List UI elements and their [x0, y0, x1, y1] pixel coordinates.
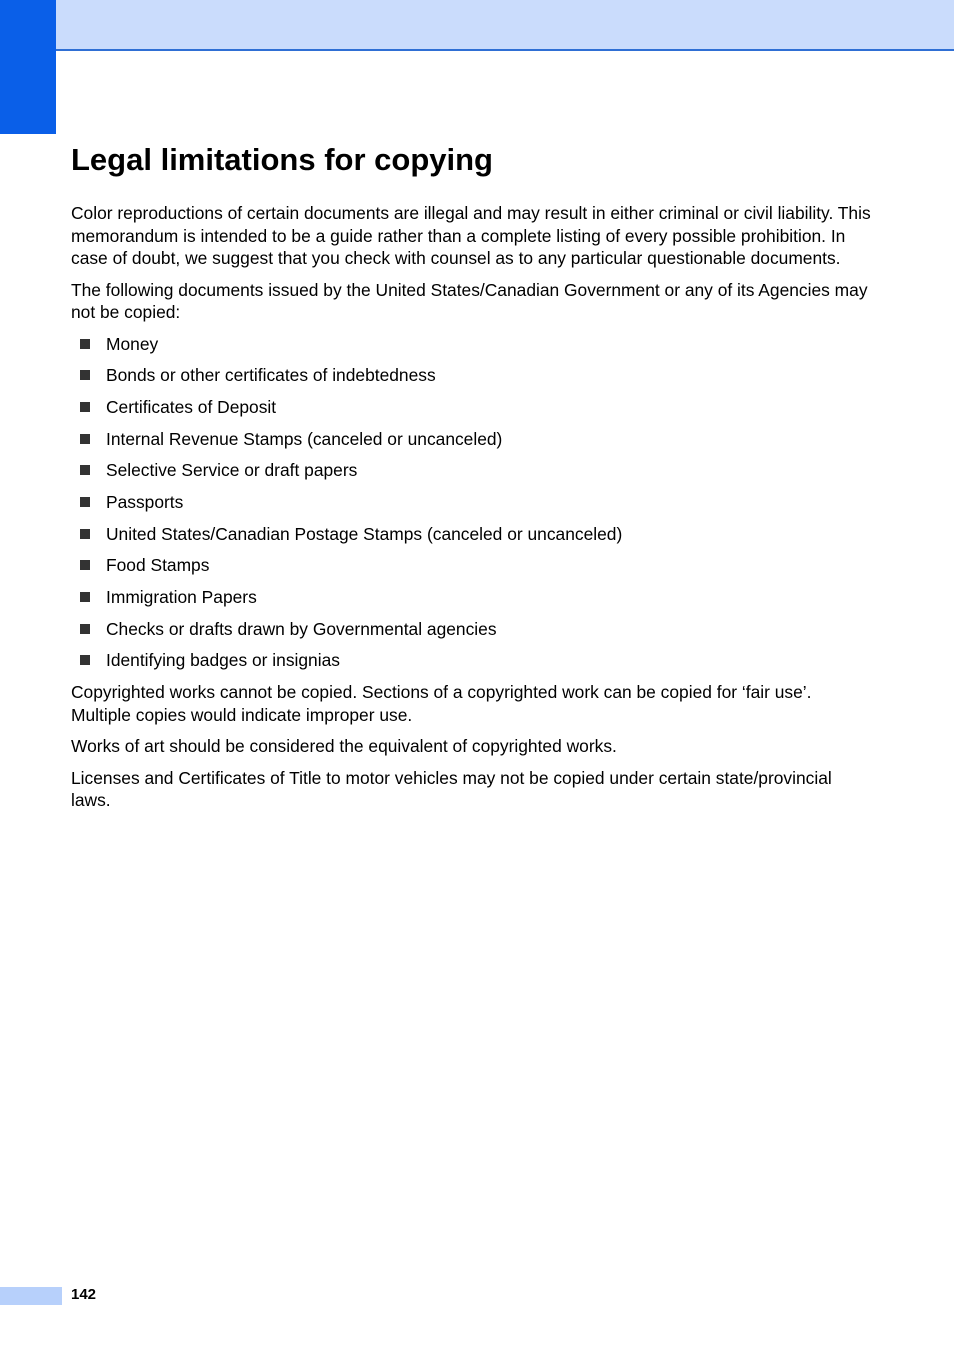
list-item — [80, 554, 871, 577]
list-item — [80, 649, 871, 672]
square-bullet-icon — [80, 339, 90, 349]
list-item-text: Certificates of Deposit — [106, 396, 277, 417]
square-bullet-icon — [80, 529, 90, 539]
list-item-text: United States/Canadian Postage Stamps (canceled or uncanceled) — [106, 523, 623, 544]
square-bullet-icon — [80, 560, 90, 570]
list-item — [80, 396, 871, 419]
body-paragraph: Licenses and Certificates of Title to motor vehicles may not be copied under certain state/provincial laws. — [71, 767, 832, 811]
square-bullet-icon — [80, 402, 90, 412]
square-bullet-icon — [80, 655, 90, 665]
square-bullet-icon — [80, 465, 90, 475]
list-item-text: Selective Service or draft papers — [106, 460, 358, 481]
prohibited-documents-list — [71, 333, 871, 672]
list-item — [80, 428, 871, 451]
body-paragraph: Works of art should be considered the equivalent of copyrighted works. — [71, 736, 617, 757]
list-item-text: Money — [106, 333, 159, 354]
list-item-text: Immigration Papers — [106, 587, 257, 607]
list-item — [80, 586, 871, 609]
list-item-text: Identifying badges or insignias — [106, 650, 340, 671]
list-item — [80, 523, 871, 546]
list-item — [80, 491, 871, 514]
square-bullet-icon — [80, 624, 90, 634]
page-content — [71, 140, 871, 821]
list-item-text: Checks or drafts drawn by Governmental agencies — [106, 618, 497, 639]
list-item-text: Internal Revenue Stamps (canceled or uncanceled) — [106, 428, 503, 449]
intro-paragraph: Color reproductions of certain documents are illegal and may result in either criminal or civil liability. This memorandum is intended to be a guide rather than a complete listing of every possible prohibition. In case of doubt, we suggest that you check with counsel as to any particular questionable documents. — [71, 203, 871, 268]
header-band — [56, 0, 954, 51]
body-paragraph: Copyrighted works cannot be copied. Sections of a copyrighted work can be copied for ‘fair use’. Multiple copies would indicate improper use. — [71, 682, 812, 725]
intro-paragraph: The following documents issued by the United States/Canadian Government or any of its Agencies may not be copied: — [71, 279, 868, 322]
list-item — [80, 364, 871, 387]
list-item-text: Passports — [106, 491, 184, 512]
footer-band — [0, 1287, 62, 1305]
square-bullet-icon — [80, 434, 90, 444]
page-number: 142 — [71, 1286, 97, 1303]
square-bullet-icon — [80, 370, 90, 380]
list-item-text: Food Stamps — [106, 555, 210, 576]
list-item — [80, 618, 871, 641]
square-bullet-icon — [80, 497, 90, 507]
list-item-text: Bonds or other certificates of indebtedness — [106, 365, 436, 386]
list-item — [80, 459, 871, 482]
page-title: Legal limitations for copying — [71, 142, 493, 177]
chapter-tab — [0, 0, 56, 134]
square-bullet-icon — [80, 592, 90, 602]
list-item — [80, 333, 871, 356]
